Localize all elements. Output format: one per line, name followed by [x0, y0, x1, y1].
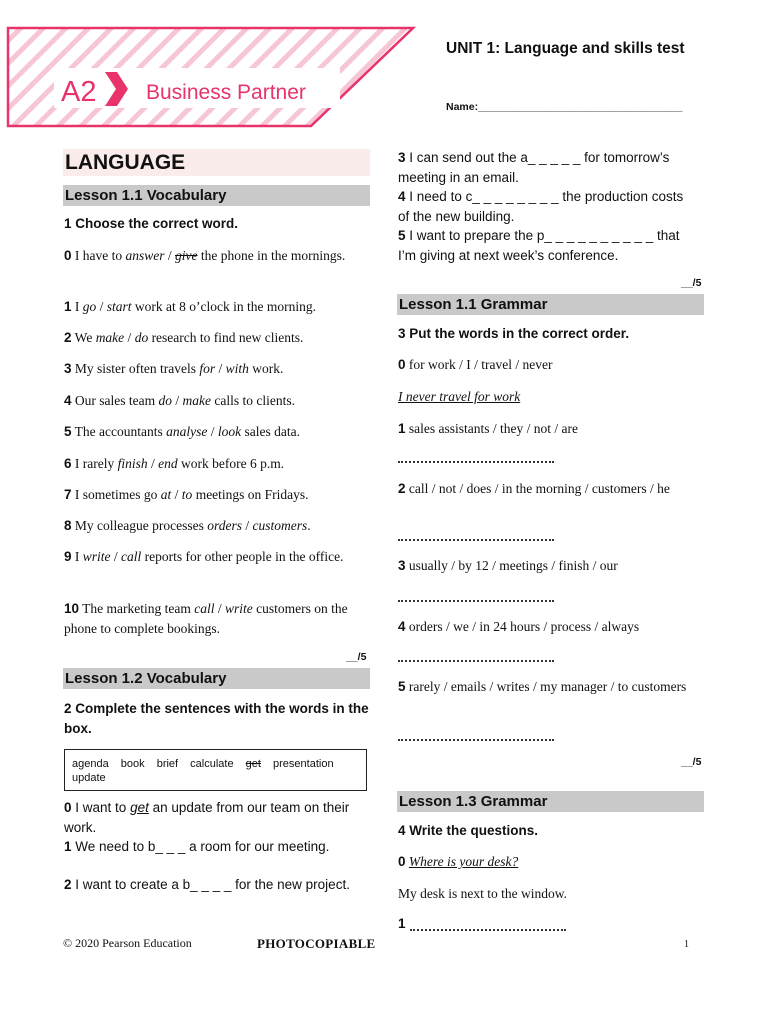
exercise-2-score: __/5: [681, 277, 702, 289]
exercise-2-item-3: [398, 148, 698, 187]
exercise-text: Put the words in the correct order.: [409, 326, 630, 341]
exercise-2-item-2: [64, 875, 364, 895]
item-number: 0: [398, 854, 406, 869]
option-b[interactable]: customers: [252, 518, 308, 533]
item-number: 1: [64, 839, 72, 854]
answer-line[interactable]: [398, 600, 554, 602]
box-word: presentation: [273, 758, 334, 770]
answer-line[interactable]: [398, 461, 554, 463]
unit-title: UNIT 1: Language and skills test: [446, 40, 685, 57]
exercise-1-item-10: [64, 599, 370, 639]
item-text-post: reports for other people in the office.: [141, 549, 344, 564]
item-text-pre: I have to: [74, 248, 126, 263]
item-text: I can send out the a_ _ _ _ _ for tomorrow’s meeting in an email.: [398, 150, 670, 185]
example-answer: get: [130, 800, 149, 815]
exercise-3-item-5: [398, 677, 698, 697]
item-text-pre: My colleague processes: [74, 518, 208, 533]
exercise-1-item-3: [64, 359, 370, 379]
item-text-pre: I: [74, 299, 83, 314]
exercise-4-instruction: [398, 823, 538, 838]
lesson-heading-1-2-vocabulary: Lesson 1.2 Vocabulary: [63, 668, 370, 689]
exercise-1-item-7: [64, 485, 370, 505]
item-number: 2: [398, 481, 406, 496]
item-text: orders / we / in 24 hours / process / always: [408, 619, 640, 634]
option-a[interactable]: call: [194, 601, 215, 616]
item-number: 2: [64, 330, 72, 345]
item-text-post: work.: [248, 361, 284, 376]
item-number: 5: [398, 228, 406, 243]
option-a[interactable]: make: [95, 330, 125, 345]
item-text: usually / by 12 / meetings / finish / our: [408, 558, 618, 573]
option-separator: /: [124, 330, 135, 345]
item-number: 4: [398, 189, 406, 204]
option-a[interactable]: finish: [117, 456, 148, 471]
item-text-post: work at 8 o’clock in the morning.: [131, 299, 317, 314]
exercise-1-score: __/5: [346, 651, 367, 663]
exercise-1-item-0: [64, 246, 370, 266]
item-text-pre: I: [74, 549, 83, 564]
exercise-1-item-9: [64, 547, 370, 567]
item-text-post: an update from our team on their work.: [64, 800, 350, 835]
item-number: 5: [398, 679, 406, 694]
option-a[interactable]: do: [158, 393, 172, 408]
exercise-3-score: __/5: [681, 756, 702, 768]
item-number: 0: [64, 248, 72, 263]
exercise-1-item-6: [64, 454, 370, 474]
exercise-3-item-4: [398, 617, 698, 637]
answer-line[interactable]: [398, 660, 554, 662]
lesson-heading-1-3-grammar: Lesson 1.3 Grammar: [397, 791, 704, 812]
exercise-text: Write the questions.: [409, 823, 539, 838]
footer-photocopiable: PHOTOCOPIABLE: [257, 936, 376, 951]
option-a[interactable]: for: [199, 361, 216, 376]
item-text-pre: My sister often travels: [74, 361, 200, 376]
exercise-number: 2: [64, 701, 72, 716]
option-a[interactable]: answer: [125, 248, 165, 263]
box-word: agenda: [72, 758, 109, 770]
option-a[interactable]: at: [160, 487, 172, 502]
exercise-number: 4: [398, 823, 406, 838]
box-word: update: [72, 772, 106, 784]
option-separator: /: [172, 393, 183, 408]
exercise-4-answer-0: My desk is next to the window.: [398, 886, 567, 901]
exercise-2-instruction: [64, 699, 374, 739]
answer-line[interactable]: [398, 539, 554, 541]
box-word: book: [120, 758, 145, 770]
option-b[interactable]: write: [225, 601, 253, 616]
option-separator: /: [147, 456, 159, 471]
option-b[interactable]: make: [182, 393, 211, 408]
item-number: 6: [64, 456, 72, 471]
item-number: 7: [64, 487, 72, 502]
item-number: 1: [64, 299, 72, 314]
box-word: get: [245, 758, 261, 770]
exercise-number: 1: [64, 216, 72, 231]
footer-copyright: © 2020 Pearson Education: [63, 936, 192, 950]
word-box: [64, 749, 367, 791]
exercise-4-item-0: [398, 852, 518, 872]
item-text: I need to c_ _ _ _ _ _ _ _ the production costs of the new building.: [398, 189, 684, 224]
item-number: 8: [64, 518, 72, 533]
exercise-3-answer-0: [398, 387, 520, 407]
lesson-heading-1-1-grammar: Lesson 1.1 Grammar: [397, 294, 704, 315]
item-number: 0: [398, 357, 406, 372]
footer-page-number: 1: [684, 939, 689, 950]
exercise-text: Choose the correct word.: [75, 216, 239, 231]
item-text: sales assistants / they / not / are: [408, 421, 578, 436]
item-text-post: customers on the phone to complete bookings.: [64, 601, 348, 636]
exercise-2-item-4: [398, 187, 698, 226]
option-separator: /: [215, 361, 226, 376]
logo-brand: Business Partner: [146, 81, 306, 104]
option-b[interactable]: to: [181, 487, 193, 502]
example-answer: I never travel for work: [398, 389, 521, 404]
option-a[interactable]: analyse: [166, 424, 208, 439]
item-text: I want to create a b_ _ _ _ for the new project.: [75, 877, 350, 892]
exercise-1-item-8: [64, 516, 370, 536]
exercise-1-instruction: [64, 216, 238, 231]
option-b[interactable]: give: [175, 248, 198, 263]
item-number: 10: [64, 601, 80, 616]
item-text-post: meetings on Fridays.: [192, 487, 309, 502]
exercise-1-item-4: [64, 391, 370, 411]
item-number: 5: [64, 424, 72, 439]
exercise-2-item-5: [398, 226, 698, 265]
item-text-pre: We: [74, 330, 96, 345]
option-b[interactable]: end: [158, 456, 178, 471]
exercise-number: 3: [398, 326, 406, 341]
exercise-1-item-1: [64, 297, 370, 317]
item-text: We need to b_ _ _ a room for our meeting.: [75, 839, 330, 854]
item-number: 2: [64, 877, 72, 892]
option-separator: /: [207, 424, 218, 439]
item-text-pre: I want to: [75, 800, 131, 815]
item-text-pre: The accountants: [74, 424, 167, 439]
exercise-3-item-3: [398, 556, 698, 576]
answer-line[interactable]: [398, 739, 554, 741]
option-b[interactable]: with: [225, 361, 249, 376]
item-text-post: calls to clients.: [211, 393, 295, 408]
exercise-3-item-2: [398, 479, 698, 499]
item-text-post: .: [307, 518, 311, 533]
item-text: rarely / emails / writes / my manager / to customers: [408, 679, 687, 694]
exercise-1-item-2: [64, 328, 370, 348]
item-number: 3: [398, 150, 406, 165]
option-separator: /: [242, 518, 253, 533]
option-b[interactable]: call: [121, 549, 142, 564]
item-number: 4: [64, 393, 72, 408]
item-number: 0: [64, 800, 72, 815]
logo-level: A2: [61, 76, 97, 108]
exercise-2-item-0: [64, 798, 372, 837]
item-text-pre: Our sales team: [74, 393, 159, 408]
option-separator: /: [171, 487, 182, 502]
logo-banner: [0, 0, 430, 130]
exercise-3-item-0: [398, 355, 698, 375]
section-title: LANGUAGE: [63, 149, 370, 176]
option-b[interactable]: start: [106, 299, 132, 314]
item-text: call / not / does / in the morning / customers / he: [408, 481, 670, 496]
item-text-post: work before 6 p.m.: [177, 456, 285, 471]
exercise-4-item-1: [398, 914, 406, 934]
item-number: 3: [398, 558, 406, 573]
item-text-post: sales data.: [241, 424, 300, 439]
option-a[interactable]: go: [82, 299, 97, 314]
exercise-1-item-5: [64, 422, 370, 442]
example-question: Where is your desk?: [408, 854, 519, 869]
item-number: 9: [64, 549, 72, 564]
option-separator: /: [164, 248, 176, 263]
item-number: 1: [398, 421, 406, 436]
exercise-text: Complete the sentences with the words in the box.: [64, 701, 369, 736]
item-number: 1: [398, 916, 406, 931]
item-number: 3: [64, 361, 72, 376]
item-text-post: the phone in the mornings.: [197, 248, 346, 263]
answer-line[interactable]: [410, 929, 566, 931]
exercise-3-instruction: [398, 326, 629, 341]
option-separator: /: [96, 299, 107, 314]
option-separator: /: [214, 601, 226, 616]
item-text: I want to prepare the p_ _ _ _ _ _ _ _ _ _ that I’m giving at next week’s conference.: [398, 228, 680, 263]
item-text-pre: I rarely: [74, 456, 118, 471]
box-word: calculate: [190, 758, 234, 770]
option-b[interactable]: look: [217, 424, 242, 439]
lesson-heading-1-1-vocabulary: Lesson 1.1 Vocabulary: [63, 185, 370, 206]
exercise-2-item-1: [64, 837, 364, 857]
option-b[interactable]: do: [134, 330, 149, 345]
option-a[interactable]: write: [82, 549, 111, 564]
name-field[interactable]: Name:___________________________________: [446, 101, 683, 113]
item-text-post: research to find new clients.: [148, 330, 304, 345]
option-separator: /: [110, 549, 122, 564]
item-text: for work / I / travel / never: [408, 357, 553, 372]
option-a[interactable]: orders: [207, 518, 242, 533]
exercise-3-item-1: [398, 419, 698, 439]
item-text-pre: The marketing team: [82, 601, 195, 616]
item-text-pre: I sometimes go: [74, 487, 161, 502]
box-word: brief: [156, 758, 179, 770]
item-number: 4: [398, 619, 406, 634]
